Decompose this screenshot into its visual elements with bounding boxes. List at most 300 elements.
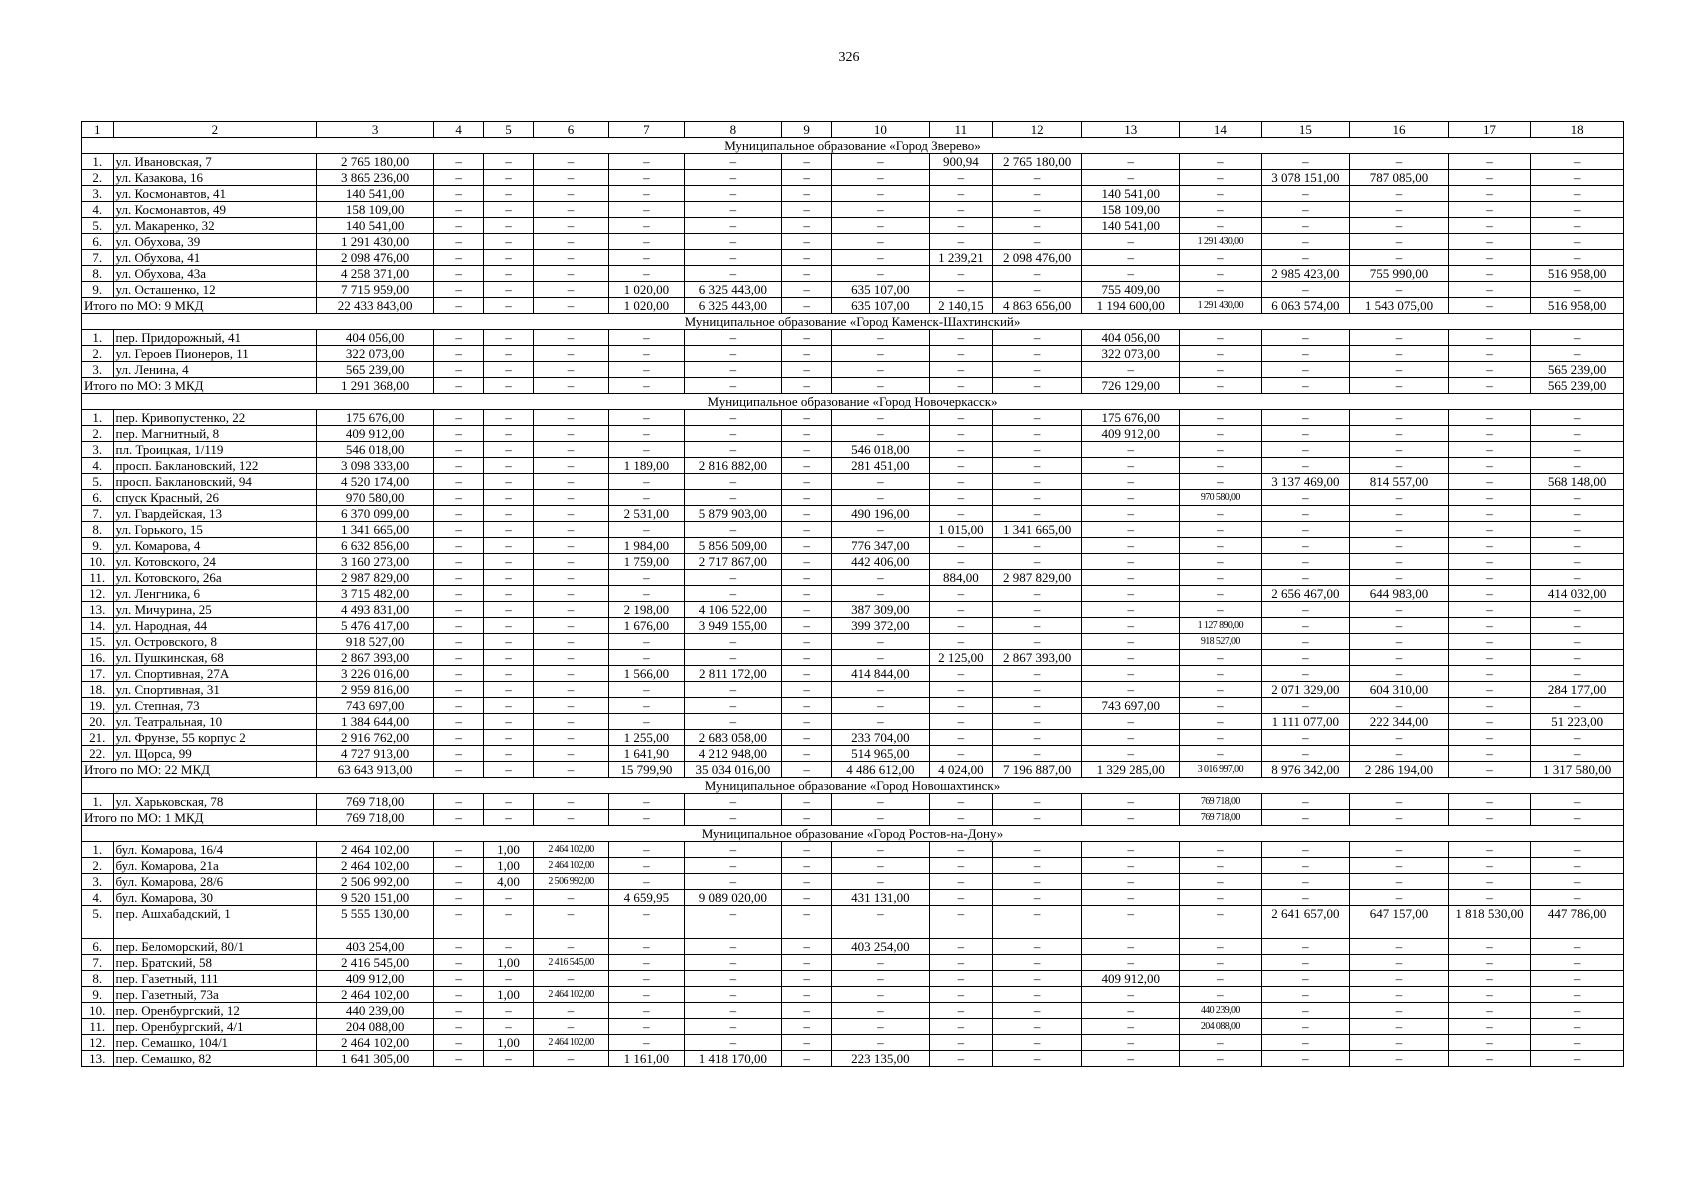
value-cell: – (609, 250, 684, 266)
total-row (82, 378, 1624, 394)
value-cell: – (1448, 506, 1530, 522)
value-cell: – (1350, 634, 1449, 650)
row-number: 7. (82, 955, 114, 971)
value-cell: – (929, 170, 992, 186)
value-cell: 1 641 305,00 (317, 1051, 434, 1067)
value-cell: – (1448, 650, 1530, 666)
value-cell: – (992, 730, 1082, 746)
value-cell: – (1350, 698, 1449, 714)
row-number: 1. (82, 842, 114, 858)
value-cell: – (832, 474, 930, 490)
value-cell: – (1350, 490, 1449, 506)
value-cell: 1 676,00 (609, 618, 684, 634)
value-cell: – (1180, 250, 1261, 266)
value-cell: 3 078 151,00 (1261, 170, 1350, 186)
value-cell: – (609, 650, 684, 666)
value-cell: – (684, 987, 782, 1003)
value-cell: – (782, 330, 832, 346)
value-cell: – (684, 186, 782, 202)
value-cell: – (609, 202, 684, 218)
value-cell: – (1350, 858, 1449, 874)
value-cell: – (1448, 362, 1530, 378)
value-cell: – (1261, 538, 1350, 554)
value-cell: – (434, 458, 484, 474)
value-cell: – (992, 1051, 1082, 1067)
value-cell: – (1448, 202, 1530, 218)
value-cell: 140 541,00 (1082, 218, 1180, 234)
value-cell: 322 073,00 (317, 346, 434, 362)
value-cell: – (1082, 266, 1180, 282)
value-cell: 2 464 102,00 (533, 1035, 608, 1051)
total-value: – (484, 762, 534, 778)
value-cell: – (1531, 890, 1624, 906)
value-cell: – (684, 634, 782, 650)
value-cell: 546 018,00 (832, 442, 930, 458)
value-cell: – (484, 971, 534, 987)
value-cell: – (533, 682, 608, 698)
value-cell: – (782, 490, 832, 506)
value-cell: – (1180, 426, 1261, 442)
value-cell: – (992, 714, 1082, 730)
value-cell: – (609, 842, 684, 858)
value-cell: – (1448, 714, 1530, 730)
value-cell: – (1531, 346, 1624, 362)
value-cell: – (1448, 234, 1530, 250)
value-cell: – (1448, 570, 1530, 586)
total-value: 516 958,00 (1531, 298, 1624, 314)
value-cell: – (1531, 987, 1624, 1003)
table-row (82, 939, 1624, 955)
value-cell: – (1350, 362, 1449, 378)
value-cell: 516 958,00 (1531, 266, 1624, 282)
value-cell: – (484, 186, 534, 202)
value-cell: – (832, 570, 930, 586)
address-cell: ул. Котовского, 24 (113, 554, 317, 570)
value-cell: – (1261, 362, 1350, 378)
address-cell: ул. Островского, 8 (113, 634, 317, 650)
table-row (82, 602, 1624, 618)
value-cell: 204 088,00 (317, 1019, 434, 1035)
table-row (82, 858, 1624, 874)
total-label: Итого по МО: 22 МКД (82, 762, 317, 778)
value-cell: – (1180, 939, 1261, 955)
value-cell: – (533, 154, 608, 170)
value-cell: – (684, 698, 782, 714)
column-number: 5 (484, 122, 534, 138)
value-cell: – (434, 1003, 484, 1019)
value-cell: 3 098 333,00 (317, 458, 434, 474)
value-cell: – (1261, 330, 1350, 346)
value-cell: – (782, 666, 832, 682)
value-cell: – (484, 330, 534, 346)
value-cell: – (1448, 154, 1530, 170)
value-cell: – (434, 987, 484, 1003)
section-header-row (82, 138, 1624, 154)
value-cell: – (1261, 490, 1350, 506)
value-cell: – (782, 890, 832, 906)
value-cell: – (434, 842, 484, 858)
value-cell: 1 161,00 (609, 1051, 684, 1067)
value-cell: – (609, 474, 684, 490)
row-number: 4. (82, 890, 114, 906)
value-cell: – (782, 410, 832, 426)
value-cell: – (832, 170, 930, 186)
table-row (82, 458, 1624, 474)
row-number: 1. (82, 330, 114, 346)
value-cell: – (1531, 186, 1624, 202)
value-cell: 884,00 (929, 570, 992, 586)
row-number: 11. (82, 1019, 114, 1035)
value-cell: 743 697,00 (317, 698, 434, 714)
value-cell: – (1261, 698, 1350, 714)
value-cell: 743 697,00 (1082, 698, 1180, 714)
value-cell: 2 717 867,00 (684, 554, 782, 570)
value-cell: – (1082, 955, 1180, 971)
value-cell: – (929, 1051, 992, 1067)
address-cell: пер. Семашко, 104/1 (113, 1035, 317, 1051)
value-cell: – (434, 346, 484, 362)
value-cell: – (1531, 458, 1624, 474)
value-cell: – (1448, 874, 1530, 890)
value-cell: – (1261, 522, 1350, 538)
value-cell: 3 865 236,00 (317, 170, 434, 186)
value-cell: 223 135,00 (832, 1051, 930, 1067)
table-row (82, 634, 1624, 650)
value-cell: – (1531, 506, 1624, 522)
value-cell: – (1261, 202, 1350, 218)
value-cell: – (1350, 506, 1449, 522)
value-cell: 4 493 831,00 (317, 602, 434, 618)
value-cell: – (484, 890, 534, 906)
value-cell: – (1448, 666, 1530, 682)
total-value: – (434, 810, 484, 826)
value-cell: – (484, 698, 534, 714)
section-title: Муниципальное образование «Город Каменск-Шахтинский» (82, 314, 1624, 330)
value-cell: – (992, 490, 1082, 506)
value-cell: – (1082, 490, 1180, 506)
value-cell: – (1531, 955, 1624, 971)
value-cell: – (434, 538, 484, 554)
value-cell: – (1350, 346, 1449, 362)
total-value: – (782, 298, 832, 314)
value-cell: – (1180, 987, 1261, 1003)
value-cell: – (832, 634, 930, 650)
value-cell: – (992, 939, 1082, 955)
value-cell: – (929, 666, 992, 682)
address-cell: ул. Макаренко, 32 (113, 218, 317, 234)
value-cell: – (1261, 842, 1350, 858)
section-header-row (82, 314, 1624, 330)
value-cell: – (609, 346, 684, 362)
value-cell: – (929, 730, 992, 746)
value-cell: 2 506 992,00 (317, 874, 434, 890)
row-number: 3. (82, 186, 114, 202)
table-row (82, 890, 1624, 906)
total-value: – (609, 378, 684, 394)
column-number: 9 (782, 122, 832, 138)
value-cell: 490 196,00 (832, 506, 930, 522)
value-cell: – (1082, 650, 1180, 666)
value-cell: – (609, 971, 684, 987)
value-cell: 2 867 393,00 (317, 650, 434, 666)
total-value: 22 433 843,00 (317, 298, 434, 314)
value-cell: – (684, 955, 782, 971)
address-cell: пл. Троицкая, 1/119 (113, 442, 317, 458)
value-cell: – (929, 698, 992, 714)
value-cell: – (1350, 218, 1449, 234)
value-cell: – (929, 794, 992, 810)
address-cell: ул. Обухова, 43а (113, 266, 317, 282)
address-cell: ул. Щорса, 99 (113, 746, 317, 762)
value-cell: – (929, 858, 992, 874)
column-number: 8 (684, 122, 782, 138)
value-cell: – (832, 154, 930, 170)
value-cell: – (434, 858, 484, 874)
address-cell: бул. Комарова, 16/4 (113, 842, 317, 858)
value-cell: – (1448, 170, 1530, 186)
value-cell: – (992, 330, 1082, 346)
value-cell: – (609, 186, 684, 202)
address-cell: просп. Баклановский, 122 (113, 458, 317, 474)
address-cell: спуск Красный, 26 (113, 490, 317, 506)
value-cell: – (609, 1035, 684, 1051)
value-cell: – (992, 362, 1082, 378)
total-label: Итого по МО: 1 МКД (82, 810, 317, 826)
value-cell: – (1180, 346, 1261, 362)
value-cell: – (1082, 522, 1180, 538)
row-number: 3. (82, 362, 114, 378)
value-cell: – (533, 522, 608, 538)
total-value: – (1448, 810, 1530, 826)
value-cell: – (992, 874, 1082, 890)
value-cell: – (832, 426, 930, 442)
address-cell: пер. Семашко, 82 (113, 1051, 317, 1067)
table-row (82, 746, 1624, 762)
value-cell: – (484, 266, 534, 282)
value-cell: – (434, 666, 484, 682)
value-cell: – (832, 971, 930, 987)
value-cell: – (992, 618, 1082, 634)
value-cell: 604 310,00 (1350, 682, 1449, 698)
value-cell: – (1261, 634, 1350, 650)
value-cell: – (484, 362, 534, 378)
value-cell: – (1448, 282, 1530, 298)
total-value: 4 863 656,00 (992, 298, 1082, 314)
value-cell: 6 632 856,00 (317, 538, 434, 554)
value-cell: – (1350, 602, 1449, 618)
value-cell: – (609, 266, 684, 282)
column-number: 7 (609, 122, 684, 138)
value-cell: – (929, 506, 992, 522)
total-value: – (434, 378, 484, 394)
value-cell: – (832, 698, 930, 714)
value-cell: – (1082, 890, 1180, 906)
value-cell: – (929, 939, 992, 955)
value-cell: – (533, 474, 608, 490)
value-cell: – (1531, 522, 1624, 538)
value-cell: – (684, 906, 782, 939)
total-value: – (484, 298, 534, 314)
value-cell: – (1531, 698, 1624, 714)
value-cell: – (434, 650, 484, 666)
value-cell: 158 109,00 (317, 202, 434, 218)
total-value: 2 286 194,00 (1350, 762, 1449, 778)
value-cell: – (1531, 170, 1624, 186)
value-cell: – (434, 874, 484, 890)
value-cell: – (1448, 410, 1530, 426)
value-cell: – (484, 939, 534, 955)
address-cell: бул. Комарова, 30 (113, 890, 317, 906)
table-row (82, 714, 1624, 730)
value-cell: – (929, 746, 992, 762)
value-cell: – (782, 234, 832, 250)
value-cell: – (1082, 586, 1180, 602)
value-cell: 5 555 130,00 (317, 906, 434, 939)
address-cell: пер. Братский, 58 (113, 955, 317, 971)
address-cell: ул. Космонавтов, 49 (113, 202, 317, 218)
value-cell: – (1531, 666, 1624, 682)
value-cell: – (609, 634, 684, 650)
value-cell: – (1531, 858, 1624, 874)
value-cell: – (434, 490, 484, 506)
table-row (82, 842, 1624, 858)
value-cell: – (992, 410, 1082, 426)
value-cell: – (533, 971, 608, 987)
value-cell: – (434, 955, 484, 971)
value-cell: – (684, 939, 782, 955)
table-row (82, 698, 1624, 714)
value-cell: – (782, 682, 832, 698)
value-cell: – (533, 1003, 608, 1019)
value-cell: 281 451,00 (832, 458, 930, 474)
value-cell: – (1350, 874, 1449, 890)
value-cell: – (684, 442, 782, 458)
table-row (82, 570, 1624, 586)
value-cell: – (992, 506, 1082, 522)
value-cell: – (434, 618, 484, 634)
value-cell: – (1448, 266, 1530, 282)
value-cell: 2 464 102,00 (317, 858, 434, 874)
value-cell: – (1261, 602, 1350, 618)
value-cell: – (533, 170, 608, 186)
value-cell: – (484, 650, 534, 666)
value-cell: 1 818 530,00 (1448, 906, 1530, 939)
value-cell: – (1082, 842, 1180, 858)
value-cell: – (992, 474, 1082, 490)
table-row (82, 1019, 1624, 1035)
table-row (82, 906, 1624, 939)
value-cell: 2 098 476,00 (317, 250, 434, 266)
value-cell: 2 867 393,00 (992, 650, 1082, 666)
value-cell: – (1180, 474, 1261, 490)
row-number: 14. (82, 618, 114, 634)
value-cell: – (1261, 1003, 1350, 1019)
value-cell: – (434, 170, 484, 186)
value-cell: – (992, 858, 1082, 874)
row-number: 9. (82, 282, 114, 298)
total-value: 769 718,00 (317, 810, 434, 826)
table-row (82, 730, 1624, 746)
value-cell: – (832, 362, 930, 378)
address-cell: ул. Котовского, 26а (113, 570, 317, 586)
value-cell: – (609, 939, 684, 955)
value-cell: – (609, 522, 684, 538)
value-cell: – (832, 234, 930, 250)
value-cell: – (1261, 794, 1350, 810)
value-cell: 2 464 102,00 (533, 987, 608, 1003)
total-row (82, 298, 1624, 314)
total-value: 6 063 574,00 (1261, 298, 1350, 314)
value-cell: – (1082, 730, 1180, 746)
value-cell: – (533, 698, 608, 714)
value-cell: 769 718,00 (317, 794, 434, 810)
value-cell: – (992, 746, 1082, 762)
value-cell: – (929, 634, 992, 650)
value-cell: – (1180, 1051, 1261, 1067)
total-label: Итого по МО: 9 МКД (82, 298, 317, 314)
value-cell: – (832, 1003, 930, 1019)
value-cell: – (1180, 602, 1261, 618)
value-cell: 1 384 644,00 (317, 714, 434, 730)
address-cell: ул. Обухова, 39 (113, 234, 317, 250)
value-cell: – (1448, 698, 1530, 714)
total-row (82, 762, 1624, 778)
value-cell: – (1082, 458, 1180, 474)
value-cell: – (484, 154, 534, 170)
value-cell: – (484, 714, 534, 730)
value-cell: – (1350, 186, 1449, 202)
address-cell: ул. Спортивная, 27А (113, 666, 317, 682)
value-cell: – (1350, 458, 1449, 474)
value-cell: 5 879 903,00 (684, 506, 782, 522)
row-number: 6. (82, 234, 114, 250)
value-cell: – (609, 426, 684, 442)
column-number: 14 (1180, 122, 1261, 138)
value-cell: – (609, 1019, 684, 1035)
value-cell: – (1261, 890, 1350, 906)
value-cell: 2 416 545,00 (317, 955, 434, 971)
total-value: – (782, 810, 832, 826)
address-cell: ул. Осташенко, 12 (113, 282, 317, 298)
value-cell: – (1448, 618, 1530, 634)
value-cell: – (609, 154, 684, 170)
value-cell: – (684, 490, 782, 506)
value-cell: – (782, 202, 832, 218)
column-number: 1 (82, 122, 114, 138)
value-cell: – (1082, 1035, 1180, 1051)
section-title: Муниципальное образование «Город Ростов-на-Дону» (82, 826, 1624, 842)
value-cell: – (1350, 554, 1449, 570)
value-cell: – (1448, 442, 1530, 458)
total-value: 15 799,90 (609, 762, 684, 778)
value-cell: – (782, 650, 832, 666)
value-cell: 140 541,00 (317, 186, 434, 202)
value-cell: – (434, 586, 484, 602)
value-cell: – (434, 442, 484, 458)
value-cell: – (782, 634, 832, 650)
value-cell: 2 198,00 (609, 602, 684, 618)
value-cell: – (1180, 1035, 1261, 1051)
value-cell: – (533, 890, 608, 906)
value-cell: – (1531, 330, 1624, 346)
row-number: 13. (82, 602, 114, 618)
value-cell: – (484, 682, 534, 698)
value-cell: 2 987 829,00 (317, 570, 434, 586)
total-value: – (832, 810, 930, 826)
value-cell: – (1180, 442, 1261, 458)
value-cell: – (1448, 458, 1530, 474)
value-cell: – (533, 282, 608, 298)
